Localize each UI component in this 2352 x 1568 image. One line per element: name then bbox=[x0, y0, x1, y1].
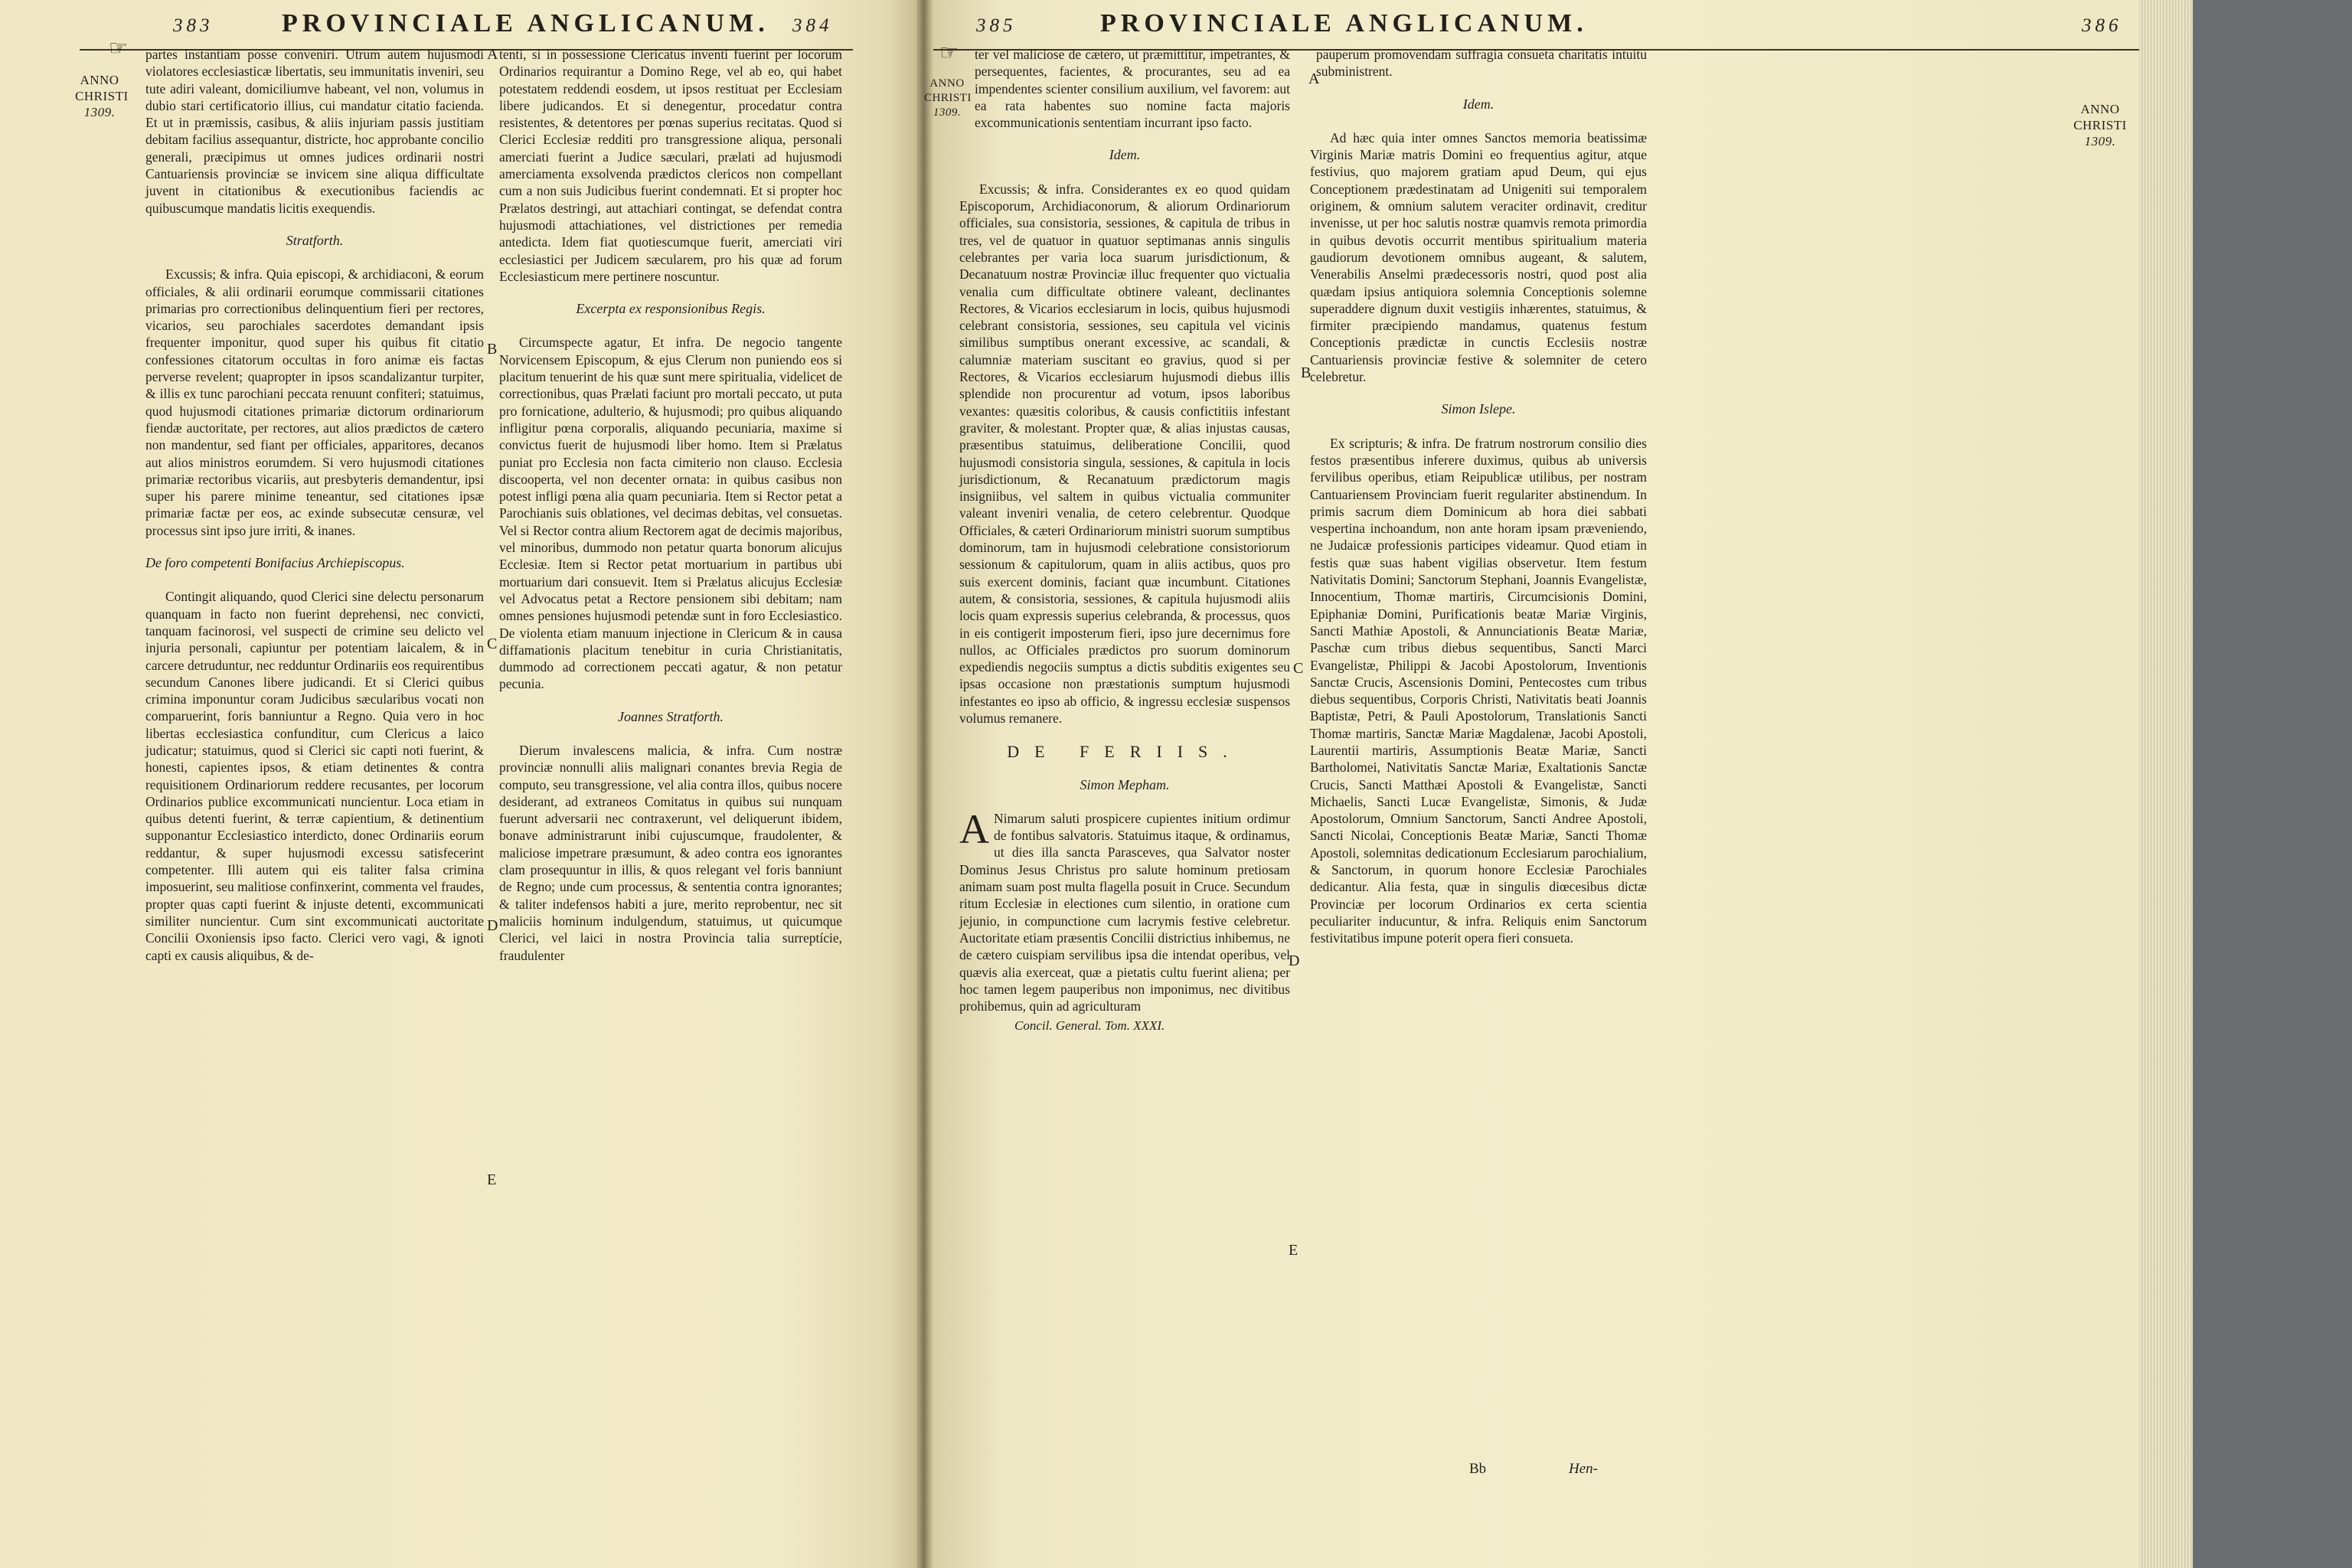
sidenote-line: 1309. bbox=[83, 105, 116, 119]
pointing-hand-icon: ☞ bbox=[939, 40, 959, 65]
paragraph: Circumspecte agatur, Et infra. De negocio tangente Norvicensem Episcopum, & ejus Clerum non puniendo eos si placitum tenuerint de his quæ sunt mere spiritualia, videlicet de correctionibus, quas Prælati faciunt pro mortali peccato, ut puta pro fornicatione, adulterio, & hujusmodi; pro quibus aliquando infligitur pœna corporalis, aliquando pecuniaria, maxime si convictus fuerit de hujusmodi liber homo. Item si Prælatus puniat pro Ecclesia non facta cimiterio non clauso. Ecclesia discooperta, vel non decenter ornata: in quibus casibus non potest infligi pœna alia quam pecuniaria. Item si Rector petat a Parochianis suis oblationes, vel decimas debitas, vel consuetas. Vel si Rector contra alium Rectorem agat de decimis majoribus, vel minoribus, dummodo non petatur quarta bonorum alicujus Ecclesiæ. Item si Rector petat mortuarium in partibus ubi mortuarium dari consuevit. Item si Prælatus alicujus Ecclesiæ vel Advocatus petat a Rectore pensionem sibi debitam; nam omnes pensiones hujusmodi petendæ sunt in foro Ecclesiastico. De violenta etiam manuum injectione in Clericum & in causa diffamationis placitum tenebitur in curia Christianitatis, dummodo ad correctionem peccati agatur, & non petatur pecunia. bbox=[499, 335, 842, 692]
drop-cap: A bbox=[959, 805, 989, 852]
paragraph: partes instantiam posse conveniri. Utrum autem hujusmodi violatores ecclesiasticæ libertatis, seu immunitatis inveniri, seu tute adiri valeant, domiciliumve habeant, vel non, volumus in dubio stari certificatorio illius, cui mandatur citatio facienda. Et ut in præmissis, casibus, & aliis injuriam passis justitiam debitam facilius assequantur, districte, hoc approbante concilio generali, præcipimus ut omnes judices ordinarii nostri Cantuariensis provinciæ se invicem sine aliqua difficultate juvent in citationibus & executionibus faciendis ac quibuscumque mandatis licitis exequendis. bbox=[145, 47, 484, 216]
sidenote-line: CHRISTI bbox=[2073, 118, 2127, 132]
section-heading: Idem. bbox=[1109, 147, 1141, 163]
section-heading: Simon Islepe. bbox=[1441, 401, 1516, 417]
section-heading: Excerpta ex responsionibus Regis. bbox=[576, 301, 766, 317]
section-marker: A bbox=[487, 46, 498, 63]
paragraph: Dierum invalescens malicia, & infra. Cum nostræ provinciæ nonnulli aliis malignari conantes brevia Regia de computo, seu transgressione, vel alia contra illos, quibus nocere desiderant, ad extraneos Comitatus in quibus sui nunquam fuerunt adversarii nec contraxerunt, vel deliquerunt ibidem, bonave administrarunt inibi cujuscumque, fraudolenter, & maliciose impetrare præsumunt, & adeo contra eos ignorantes clam prosequuntur in illis, & quos relegant vel foris banniunt de Regno; unde cum processus, & sententia contra ignorantes; & taliter indefensos habiti a jure, merito reprobentur, nec sit maliciis hominum indulgendum, statuimus, ut quicumque Clerici, vel laici in nostra Provincia talia surreptície, fraudulenter bbox=[499, 742, 842, 963]
page-number: 384 bbox=[792, 15, 833, 36]
section-heading: Stratforth. bbox=[286, 232, 344, 248]
book-gutter bbox=[916, 0, 933, 1568]
page-edges bbox=[2139, 0, 2193, 1568]
signature-mark: Bb bbox=[1469, 1461, 1487, 1477]
left-page-column-2 bbox=[499, 46, 842, 964]
paragraph-text: Nimarum saluti prospicere cupientes initium ordimur de fontibus salvatoris. Statuimus itaque, & ordinamus, ut dies illa sancta Parasceves, qua Salvator noster Dominus Jesus Christus pro salute hominum pretiosam animam suam post multa flagella posuit in Cruce. Secundum ritum Ecclesiæ in electiones cum silentio, in oratione cum jejunio, in compunctione cum lacrymis festive celebretur. Auctoritate etiam præsentis Concilii districtius inhibemus, ne de cætero cuispiam servilibus ipsa die intendat operibus, vel quævis alia exerceat, quæ a pietatis cultu fuerint aliena; per hoc tamen legem pauperibus non imponimus, nec divitibus prohibemus, quin ad agriculturam bbox=[959, 810, 1290, 1014]
section-heading: Idem. bbox=[1462, 96, 1494, 112]
paragraph: Ad hæc quia inter omnes Sanctos memoria beatissimæ Virginis Mariæ matris Domini eo frequentius agitur, atque festivius, quo majorem gratiam apud Deum, qui ejus Conceptionem prædestinatam ad Unigeniti sui temporalem originem, & omnium salutem veraciter ordinavit, creditur invenisse, ut per hoc salutis nostræ quamvis remota primordia in quibus devotis occurrit mentibus spiritualium materia gaudiorum devotionem omnibus augeant, & salutem, Venerabilis Anselmi prædecessoris nostri, quod post alia quædam ipsius antiquiora solemnia Conceptionis solemne superaddere dignum duxit vestigiis inhærentes, statuimus, & firmiter præcipiendo mandamus, quatenus festum Conceptionis prædictæ in cunctis Ecclesiis nostræ Cantuariensis provinciæ festive & solemniter de cetero celebretur. bbox=[1310, 129, 1647, 385]
paragraph: Ex scripturis; & infra. De fratrum nostrorum consilio dies festos præsentibus inferere duximus, quibus ab universis fervilibus operibus, etiam Reipublicæ utilibus, per nostram Cantuariensem Provinciam fuerit regulariter abstinendum. In primis sacrum diem Dominicum ab hora diei sabbati vespertina inchoandum, non ante horam ipsam præveniendo, ne Judaicæ professionis participes videamur. Quod etiam in festis quæ suas habent vigilias observetur. Item festum Nativitatis Domini; Sanctorum Stephani, Joannis Evangelistæ, Innocentium, Thomæ martiris, Circumcisionis Domini, Epiphaniæ Domini, Purificationis beatæ Mariæ Virginis, Sancti Mathiæ Apostoli, & Annunciationis Beatæ Mariæ, Paschæ cum tribus diebus sequentibus, Sancti Marci Evangelistæ, Philippi & Jacobi Apostolorum, Inventionis Sanctæ Crucis, Ascensionis Domini, Pentecostes cum tribus diebus sequentibus, Corporis Christi, Nativitatis beati Joannis Baptistæ, Petri, & Pauli Apostolorum, Translationis Sancti Thomæ martiris, Sanctæ Mariæ Magdalenæ, Jacobi Apostoli, Laurentii martiris, Assumptionis Beatæ Mariæ, Sancti Bartholomei, Nativitatis Sanctæ Mariæ, Exaltationis Sanctæ Crucis, Sancti Matthæi Apostoli & Evangelistæ, Sancti Michaelis, Sancti Lucæ Evangelistæ, Simonis, & Judæ Apostolorum, Omnium Sanctorum, Sancti Andree Apostoli, Sancti Nicolai, Conceptionis Beatæ Mariæ, Sancti Thomæ Apostoli, solemnitas dedicationum Ecclesiarum parochialium, & Sanctorum, in quorum honore Ecclesiæ Parochiales dedicantur. Alia festa, quæ in singulis diœcesibus dictæ Provinciæ per locorum Ordinarios ex certa scientia peculiariter inducuntur, & infra. Reliquis enim Sanctorum festivitatibus impune poterit opera fieri consueta. bbox=[1310, 435, 1647, 946]
sidenote-line: CHRISTI bbox=[924, 92, 972, 104]
page-number: 386 bbox=[2082, 15, 2122, 36]
left-page bbox=[0, 0, 916, 1568]
scan-background bbox=[2193, 0, 2352, 1568]
section-marker: C bbox=[1293, 660, 1304, 677]
chapter-heading: DE FERIIS. bbox=[1007, 742, 1243, 762]
paragraph bbox=[959, 805, 1290, 1015]
sidenote-line: ANNO bbox=[80, 73, 119, 87]
left-page-column-1 bbox=[145, 46, 484, 964]
sidenote-line: ANNO bbox=[2080, 102, 2120, 116]
running-title: PROVINCIALE ANGLICANUM. bbox=[282, 9, 769, 38]
section-heading: Joannes Stratforth. bbox=[618, 708, 724, 724]
sidenote-line: 1309. bbox=[933, 106, 962, 119]
paragraph: ter vel maliciose de cætero, ut præmittitur, impetrantes, & persequentes, facientes, & procurantes, seu ad ea impendentes scienter consilium auxilium, vel favorem: aut ea rata habentes suo nomine facta majoris excommunicationis sententiam incurrant ipso facto. bbox=[975, 47, 1290, 131]
section-marker: E bbox=[1289, 1242, 1298, 1259]
paragraph: tenti, si in possessione Clericatus inventi fuerint per locorum Ordinarios requirantur a Domino Rege, vel ab eo, qui habet potestatem reddendi eosdem, ut ipsos restituat per Ecclesiam libere judicandos. Et si denegentur, procedatur contra resistentes, & detentores per pœnas superius recitatas. Quod si Clerici Ecclesiæ redditi pro transgressione aliqua, personali amerciati fuerint a Judice sæculari, prælati ad hujusmodi amerciamenta exsolvenda prædictos clericos non compellant cum a non suis Judicibus fuerint condemnati. Et si propter hoc Prælatos destringi, aut attachiari contingat, se defendat contra hujusmodi attachiationes, vel districtiones per remedia antedicta. Idem fiat quotiescumque fuerit, amerciati viri ecclesiastici per Judicem sæcularem, pro his quæ ad forum Ecclesiasticum mere pertinere noscuntur. bbox=[499, 47, 842, 284]
paragraph: Excussis; & infra. Quia episcopi, & archidiaconi, & eorum officiales, & alii ordinarii eorumque commissarii citationes primarias pro correctionibus delinquentium fieri per rectores, vicarios, seu parochiales sacerdotes demandant ipsis frequenter imponitur, quod super his quibus fit citatio confessiones citatorum occultas in foro animæ eis factas perverse revelent; quapropter in ipsos scandalizantur turpiter, & illis ex tunc parochiani peccata renuunt confiteri; statuimus, quod hujusmodi citationes primariæ dictorum ordinariorum fiendæ auctoritate, per rectores, aut alios prædictos de cætero non mandentur, sed fiant per officiales, apparitores, decanos aut alios ministros eorumdem. Si vero hujusmodi citationes primariæ rectoribus vicariis, aut presbyteris demandentur, ipsi super his parere minime teneantur, sed citationes ipsæ primariæ factæ per eos, ac exinde subsecutæ censuræ, vel processus sint ipso jure irriti, & inanes. bbox=[145, 266, 484, 538]
right-page-header bbox=[933, 9, 2139, 47]
page-number: 385 bbox=[976, 15, 1017, 36]
section-marker: C bbox=[487, 635, 498, 652]
section-marker: D bbox=[1289, 952, 1300, 969]
section-heading: Simon Mepham. bbox=[1080, 776, 1170, 792]
section-marker: B bbox=[487, 341, 498, 358]
left-page-header bbox=[0, 9, 916, 47]
section-marker: D bbox=[487, 917, 498, 934]
year-sidenote bbox=[2069, 101, 2131, 149]
sidenote-line: ANNO bbox=[929, 77, 965, 90]
section-marker: E bbox=[487, 1171, 497, 1188]
year-sidenote bbox=[75, 72, 129, 120]
catchword: Hen- bbox=[1569, 1461, 1598, 1477]
paragraph: pauperum promovendam suffragia consueta charitatis intuitu subministrent. bbox=[1316, 47, 1647, 80]
section-heading: De foro competenti Bonifacius Archiepiscopus. bbox=[145, 555, 405, 571]
footer-note: Concil. General. Tom. XXXI. bbox=[1014, 1018, 1165, 1034]
sidenote-line: CHRISTI bbox=[75, 89, 129, 103]
section-marker: A bbox=[1308, 70, 1320, 87]
sidenote-line: 1309. bbox=[2084, 134, 2116, 149]
right-page-column-2 bbox=[1310, 46, 1647, 947]
right-page-column-1 bbox=[959, 46, 1290, 1035]
running-title: PROVINCIALE ANGLICANUM. bbox=[1100, 9, 1588, 38]
paragraph: Excussis; & infra. Considerantes ex eo quod quidam Episcoporum, Archidiaconorum, & aliorum Ordinariorum officiales, sua consistoria, sessiones, & capitula de tribus in tres, vel de quatuor in quatuor septimanas annis singulis celebrantes per varia loca suarum jurisdictionum, & Decanatuum nostræ Provinciæ illuc frequenter quo victualia venalia cum difficultate obtinere valeant, declinantes Rectores, & Vicarios ecclesiarum in locis, quibus hujusmodi celebrant consistoria, sessiones, seu capitula vel vicinis similibus sumptibus onerant excessive, ac scandali, & calumniæ materiam suscitant eo gravius, quod si per Rectores, & Vicarios ecclesiarum hujusmodi diebus illis splendide non procurentur ad votum, ipsos laboribus vexantes: quæsitis coloribus, & causis confictitiis infestant graviter, & molestant. Propter quæ, & alias injustas causas, præsentibus statuimus, deliberatione Concilii, quod hujusmodi consistoria singula, sessiones, & capitula in locis jurisdictionum, & Recanatuum prædictorum magis insigniibus, vel saltem in quibus victualia communiter valeant inveniri venalia, de cetero celebrentur. Quodque Officiales, & cæteri Ordinariorum ministri suorum sumptibus dominorum, tam in hujusmodi celebratione consistoriorum sessionum & capitulorum, quam in aliis actibus, quos pro suis exercent dominis, faciant quæ incumbunt. Citationes autem, & consistoria, sessiones, & capitula hujusmodi aliis locis quam expressis superius celebranda, & processus, quos in eis contigerit imposterum fieri, ipso jure decernimus fore nullos, ac Officiales prædictos pro suorum dominorum expediendis negociis sumptus a dictis subditis exigentes seu ipsas occasione non præstationis sumptum hujusmodi infestantes eo ipso ab officio, & ingressu ecclesiæ suspensos volumus remanere. bbox=[959, 181, 1290, 726]
paragraph: Contingit aliquando, quod Clerici sine delectu personarum quanquam in facto non fuerint deprehensi, nec convicti, tanquam facinorosi, vel suspecti de crimine seu delicto vel injuria personali, capiuntur per potentiam laicalem, & in carcere detruduntur, nec redduntur Ordinariis eos requirentibus secundum Canones libere judicandi. Et si Clerici quibus crimina imponuntur coram Judicibus sæcularibus vocati non comparuerint, foris banniuntur a Regno. Quia vero in hoc libertas ecclesiastica confunditur, cum Clericus a laico judicatur; statuimus, quod si Clerici sic capti noti fuerint, & honesti, capientes ipsos, & etiam detinentes & contra requisitionem Ordinariorum reddere recusantes, per locorum Ordinarios publice excommunicati nuncientur. Loca etiam in quibus detenti fuerint, & terræ capientium, & detinentium supponantur Ecclesiastico interdicto, donec Ordinariis eorum reddantur, & super hujusmodi excessu satisfecerint competenter. Illi autem qui eis taliter falsa crimina imposuerint, seu malitiose confinxerint, commenta vel fraudes, propter quas capti fuerint & injuste detenti, excommunicati similiter nuncientur. Cum sint excommunicati auctoritate Concilii Oxoniensis ipso facto. Clerici vero vagi, & ignoti capti ex causis aliquibus, & de- bbox=[145, 589, 484, 963]
page-number: 383 bbox=[173, 15, 214, 36]
right-page bbox=[924, 0, 2139, 1568]
pointing-hand-icon: ☞ bbox=[109, 35, 129, 60]
section-marker: B bbox=[1301, 364, 1312, 381]
